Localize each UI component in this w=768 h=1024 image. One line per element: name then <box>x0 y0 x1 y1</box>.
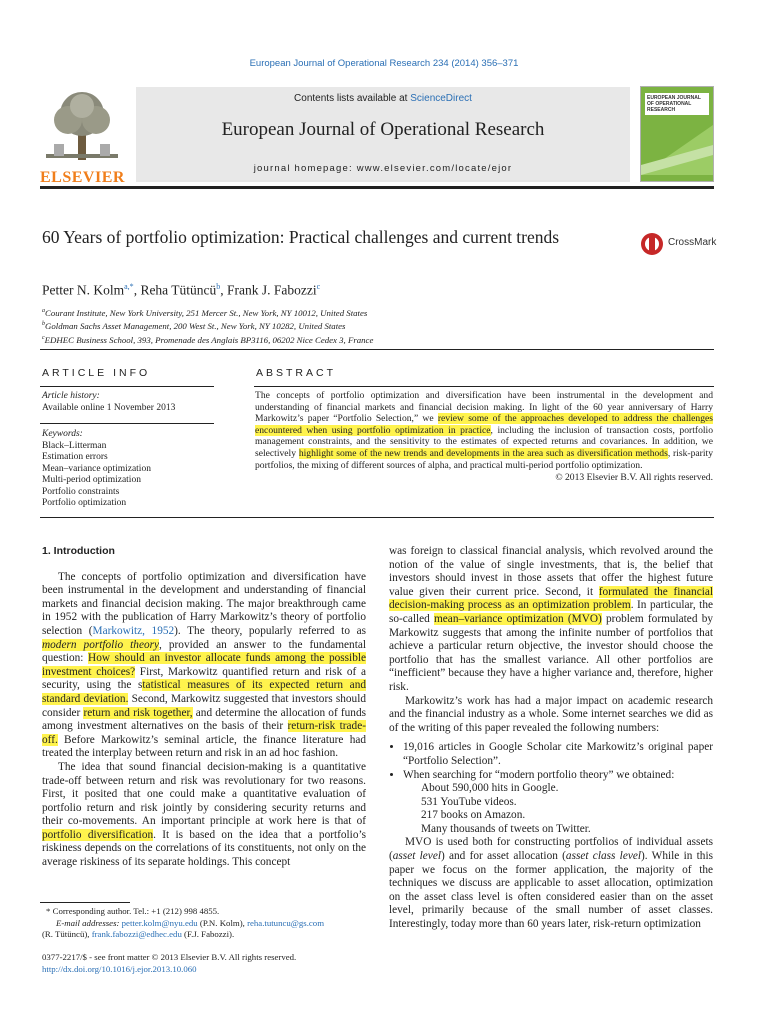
affiliation-text: Courant Institute, New York University, 251 Mercer St., New York, NY 10012, United States <box>45 307 368 318</box>
abstract-text: , including the inclusion of transaction costs, portfolio management constraints, and the sensitivity to the estimates of expected returns and covariances. In addition, we selectively <box>255 424 713 459</box>
keywords-label: Keywords: <box>42 429 83 439</box>
paragraph <box>42 571 366 761</box>
author-sup[interactable]: a,* <box>124 282 134 291</box>
text-run: , provided an answer to the fundamental question: <box>42 638 366 665</box>
email-owner: (P.N. Kolm), <box>199 917 245 928</box>
section-rule <box>40 349 714 350</box>
text-run: problem formulated by Markowitz suggests that among the infinite number of portfolios that achieve a particular return objective, the investor should choose the portfolio that has the smallest variance. All other portfolios are “inefficient” because they have a higher variance and, therefore, higher risk. <box>389 612 713 693</box>
keyword-item: Black–Litterman <box>42 440 107 451</box>
text-run: Second, Markowitz suggested that investors should consider <box>42 692 366 719</box>
footnote-rule <box>40 902 130 903</box>
affiliation-line <box>42 319 642 332</box>
paragraph <box>389 545 713 695</box>
affiliation-line <box>42 333 642 346</box>
footnote <box>42 906 366 941</box>
homepage-prefix: journal homepage: <box>253 163 353 174</box>
email-line <box>42 918 366 930</box>
abstract-bottom-rule <box>40 517 714 518</box>
journal-name: European Journal of Operational Research <box>221 119 545 140</box>
list-item: • 19,016 articles in Google Scholar cite Markowitz’s original paper “Portfolio Selection”. <box>403 741 713 768</box>
author-name: Frank J. Fabozzi <box>227 282 317 298</box>
keyword-item: Mean–variance optimization <box>42 463 151 474</box>
highlighted-text: formulated the financial decision-making process as an optimization problem <box>389 585 714 612</box>
article-history <box>42 391 214 414</box>
text-run: The idea that sound financial decision-making is a quantitative trade-off between return and risk was revolutionary for two reasons. First, it posited that one could make a quantitative evaluation of portfolio return and risk jointly by considering security returns and their co-movements. An important principle at work here is that of <box>42 760 366 828</box>
highlighted-text: portfolio diversification <box>42 828 154 841</box>
contents-line <box>136 93 630 104</box>
keyword-item: Portfolio optimization <box>42 498 127 508</box>
page-footer <box>42 952 442 975</box>
highlighted-text: How should an investor allocate funds among the possible investment choices? <box>42 652 366 678</box>
email-owner: (R. Tütüncü), <box>42 929 90 939</box>
text-run: Before Markowitz’s seminal article, the finance literature had treated the interplay between return and risk in an ad hoc fashion. <box>42 733 366 760</box>
sub-item: 217 books on Amazon. <box>421 809 526 822</box>
affiliations <box>42 306 642 346</box>
abstract-rule <box>254 386 714 387</box>
highlighted-text: review some of the approaches developed to address the challenges encountered when using portfolio optimization in practice <box>255 413 713 436</box>
author-list: Petter N. Kolm$^{a,*}$, Reha Tütüncü$^b$, Frank J. Fabozzi$^c$ <box>42 282 321 298</box>
highlighted-text: modern portfolio theory <box>42 638 160 651</box>
italic-term: asset level <box>392 850 441 863</box>
cover-graphic-icon <box>641 115 713 175</box>
sciencedirect-link[interactable]: ScienceDirect <box>410 93 472 104</box>
affiliation-text: EDHEC Business School, 393, Promenade des Anglais BP3116, 06202 Nice Cedex 3, France <box>44 334 374 345</box>
header-rule <box>40 186 714 189</box>
article-info-heading: ARTICLE INFO <box>42 367 151 379</box>
abstract-heading: ABSTRACT <box>256 367 337 379</box>
affiliation-line <box>42 306 642 319</box>
list-item: • When searching for “modern portfolio theory” we obtained: <box>403 769 713 783</box>
highlighted-text: return and risk together, <box>83 706 193 719</box>
author-sup[interactable]: c <box>316 282 321 291</box>
abstract-text: The concepts of portfolio optimization and diversification have been instrumental in the development and understanding of financial markets and financial decision making. In light of the 60 year anniversary of Harry Markowitz’s paper “Portfolio Selection,” we <box>255 390 713 425</box>
text-run: ). The theory, popularly referred to as <box>174 624 366 637</box>
abstract-copyright: © 2013 Elsevier B.V. All rights reserved. <box>555 472 713 484</box>
keyword-item: Multi-period optimization <box>42 475 141 485</box>
article-info-rule <box>40 386 214 387</box>
highlighted-text: highlight some of the new trends and developments in the area such as diversification methods <box>298 447 668 459</box>
journal-cover <box>640 86 714 182</box>
history-label: Article history: <box>42 391 100 401</box>
corresponding-author: * Corresponding author. Tel.: +1 (212) 998 4855. <box>46 906 220 916</box>
cover-title: EUROPEAN JOURNAL OF OPERATIONAL RESEARCH <box>645 93 709 115</box>
affiliation-sup: b <box>42 321 45 328</box>
homepage-url[interactable]: www.elsevier.com/locate/ejor <box>356 163 513 174</box>
author-name: Petter N. Kolm <box>42 282 125 298</box>
left-column <box>42 545 366 870</box>
abstract-body <box>255 390 713 484</box>
text-run: The concepts of portfolio optimization and diversification have been instrumental in the development and understanding of financial markets and financial decision making. The major breakthrough came in 1952 with the publication of Harry Markowitz’s theory of portfolio selection ( <box>42 570 366 637</box>
elsevier-wordmark: ELSEVIER <box>40 169 125 186</box>
affiliation-sup: c <box>42 334 45 341</box>
paragraph: Markowitz’s work has had a major impact on academic research and the financial industry as a whole. Some internet searches we did as of the writing of this paper revealed the following numbers: <box>389 694 713 734</box>
crossmark-badge[interactable] <box>640 230 720 258</box>
highlighted-text: return-risk trade-off. <box>42 720 366 746</box>
stats-list <box>389 741 713 782</box>
sub-item: About 590,000 hits in Google. <box>421 782 559 795</box>
text-run: . In particular, the so-called <box>389 599 713 625</box>
keyword-item: Estimation errors <box>42 452 108 462</box>
highlighted-text: mean–variance optimization (MVO) <box>434 612 602 625</box>
keywords-block <box>42 429 214 510</box>
text-run: and determine the allocation of funds among investment alternatives on the basis of their <box>42 706 366 733</box>
email-owner: (F.J. Fabozzi). <box>184 929 235 939</box>
crossmark-label: CrossMark <box>668 237 717 248</box>
email-line <box>42 929 366 941</box>
author-name: Reha Tütüncü <box>140 282 217 298</box>
contents-prefix: Contents lists available at <box>294 93 408 104</box>
paragraph <box>42 761 366 870</box>
author-sup[interactable]: b <box>216 282 221 291</box>
affiliation-text: Goldman Sachs Asset Management, 200 West St., New York, NY 10282, United States <box>45 321 346 332</box>
journal-citation[interactable]: European Journal of Operational Research 234 (2014) 356–371 <box>249 58 519 69</box>
text-run: ) and for asset allocation ( <box>440 850 566 863</box>
text-run: . It is based on the idea that a portfolio’s riskiness depends on the correlations of its constituents, not only on the average riskiness of its separate holdings. This concept <box>42 828 367 869</box>
issn-line: 0377-2217/$ - see front matter © 2013 Elsevier B.V. All rights reserved. <box>42 952 297 962</box>
right-column <box>389 545 713 932</box>
text-run: First, Markowitz quantified return and risk of a security, using the s <box>42 665 366 692</box>
affiliation-sup: a <box>42 308 45 314</box>
citation-link[interactable]: Markowitz, 1952 <box>92 624 175 637</box>
abstract-text: , risk-parity portfolios, the mixing of different sources of alpha, and practical multi-period portfolio optimization. <box>255 447 714 471</box>
sub-item: 531 YouTube videos. <box>421 795 517 808</box>
highlighted-text: tatistical measures of its expected return and standard deviation. <box>42 679 366 705</box>
history-value: Available online 1 November 2013 <box>42 402 176 413</box>
doi-link[interactable]: http://dx.doi.org/10.1016/j.ejor.2013.10.060 <box>42 963 197 974</box>
intro-heading: 1. Introduction <box>42 545 115 557</box>
paragraph <box>389 836 713 931</box>
email-link[interactable]: petter.kolm@nyu.edu <box>121 917 198 928</box>
elsevier-tree-icon <box>40 88 124 164</box>
text-run: MVO is used both for constructing portfolios of individual assets ( <box>389 836 713 863</box>
crossmark-icon <box>640 230 664 258</box>
email-link[interactable]: frank.fabozzi@edhec.edu <box>91 929 182 939</box>
text-run: ). While in this paper we focus on the former application, the majority of the techniques we discuss are applicable to asset allocation, optimization on the asset class level is often considered easier than on the asset level, primarily because of the small number of asset classes. Interestingly, today more than 60 years later, risk-return optimization <box>389 850 713 931</box>
homepage-line <box>136 163 630 174</box>
email-link[interactable]: reha.tutuncu@gs.com <box>247 917 325 928</box>
text-run: was foreign to classical financial analysis, which revolved around the notion of the value of single investments, that is, the belief that investors should invest in those assets that offer the highest future value given their current price. Second, it <box>389 545 713 598</box>
email-label: E-mail addresses: <box>56 917 120 928</box>
journal-banner <box>136 87 630 182</box>
history-rule <box>40 423 214 424</box>
italic-term: asset class level <box>565 850 642 863</box>
article-title: 60 Years of portfolio optimization: Practical challenges and current trends <box>42 227 560 247</box>
sub-item: Many thousands of tweets on Twitter. <box>421 822 591 835</box>
keyword-item: Portfolio constraints <box>42 486 120 497</box>
elsevier-logo <box>40 88 125 186</box>
